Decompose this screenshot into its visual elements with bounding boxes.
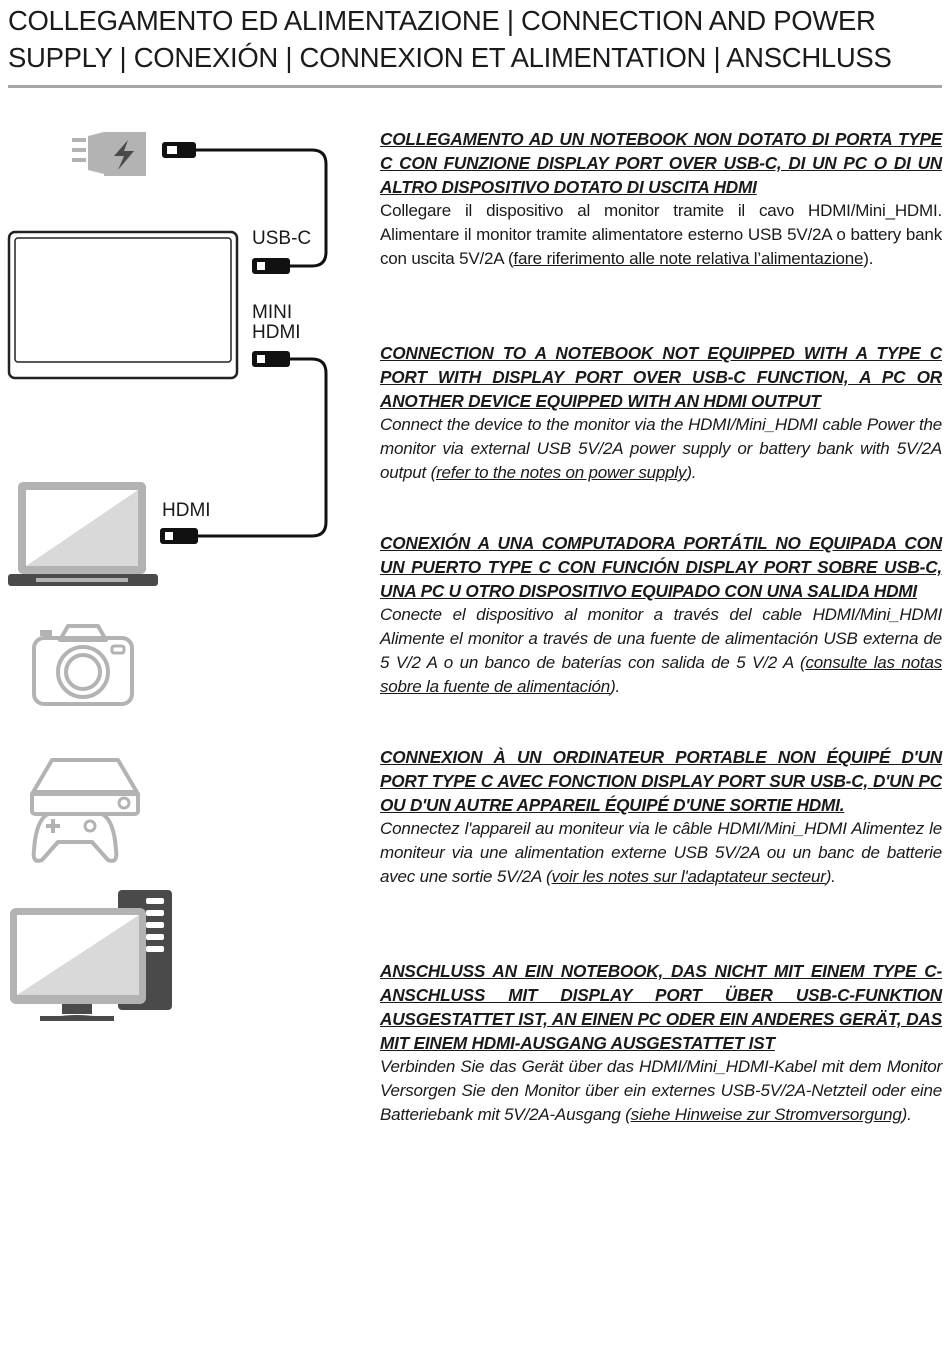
usb-c-label: USB-C: [252, 228, 312, 249]
game-console-icon: [32, 760, 138, 861]
power-notes-reference: refer to the notes on power supply: [436, 463, 687, 482]
body-text: Verbinden Sie das Gerät über das HDMI/Mini_HDMI-Kabel mit dem Monitor Versorgen Sie den Monitor über ein externes USB-5V/2A-Netzteil oder eine Batteriebank mit 5V/2A-Ausgang (: [380, 1057, 942, 1124]
section-body: [380, 1055, 942, 1127]
portable-monitor-icon: [9, 232, 237, 378]
body-text: Connect the device to the monitor via the HDMI/Mini_HDMI cable Power the monitor via external USB 5V/2A power supply or battery bank with 5V/2A output (: [380, 415, 942, 482]
power-notes-reference: voir les notes sur l'adaptateur secteur: [551, 867, 826, 886]
section-title: CONNECTION TO A NOTEBOOK NOT EQUIPPED WITH A TYPE C PORT WITH DISPLAY PORT OVER USB-C FUNCTION, A PC OR ANOTHER DEVICE EQUIPPED WITH AN HDMI OUTPUT: [380, 343, 942, 411]
power-notes-reference: fare riferimento alle note relativa l’alimentazione: [513, 249, 864, 268]
section-title: CONEXIÓN A UNA COMPUTADORA PORTÁTIL NO EQUIPADA CON UN PUERTO TYPE C CON FUNCIÓN DISPLAY PORT SOBRE USB-C, UNA PC U OTRO DISPOSITIVO EQUIPADO CON UNA SALIDA HDMI: [380, 533, 942, 601]
section-italian: [380, 127, 942, 271]
page-header: [8, 2, 943, 76]
section-body: [380, 817, 942, 889]
section-title: ANSCHLUSS AN EIN NOTEBOOK, DAS NICHT MIT EINEM TYPE C-ANSCHLUSS MIT DISPLAY PORT ÜBER USB-C-FUNKTION AUSGESTATTET IST, AN EINEN PC ODER EIN ANDERES GERÄT, DAS MIT EINEM HDMI-AUSGANG AUSGESTATTET IST: [380, 961, 942, 1053]
header-divider: [8, 85, 942, 88]
connection-diagram: [0, 120, 360, 1040]
section-body: [380, 199, 942, 271]
section-french: [380, 745, 942, 889]
body-tail: ).: [863, 249, 874, 268]
power-notes-reference: siehe Hinweise zur Stromversorgung: [630, 1105, 902, 1124]
body-tail: ).: [686, 463, 697, 482]
mini-hdmi-label-line1: MINI: [252, 302, 293, 323]
mini-hdmi-label-line2: HDMI: [252, 322, 301, 343]
body-tail: ).: [825, 867, 836, 886]
power-adapter-icon: [72, 132, 146, 176]
section-german: [380, 959, 942, 1127]
body-text: Collegare il dispositivo al monitor tramite il cavo HDMI/Mini_HDMI. Alimentare il monitor tramite alimentatore esterno USB 5V/2A o battery bank con uscita 5V/2A (: [380, 201, 942, 268]
body-text: Connectez l'appareil au moniteur via le câble HDMI/Mini_HDMI Alimentez le moniteur via une alimentation externe USB 5V/2A ou un banc de batterie avec une sortie 5V/2A (: [380, 819, 942, 886]
body-tail: ).: [901, 1105, 912, 1124]
section-spanish: [380, 531, 942, 699]
section-body: [380, 603, 942, 699]
camera-icon: [34, 626, 132, 704]
section-title: COLLEGAMENTO AD UN NOTEBOOK NON DOTATO DI PORTA TYPE C CON FUNZIONE DISPLAY PORT OVER USB-C, DI UN PC O DI UN ALTRO DISPOSITIVO DOTATO DI USCITA HDMI: [380, 129, 942, 197]
hdmi-label: HDMI: [162, 500, 211, 521]
section-english: [380, 341, 942, 485]
body-text: Conecte el dispositivo al monitor a través del cable HDMI/Mini_HDMI Alimente el monitor a través de una fuente de alimentación USB externa de 5 V/2 A o un banco de baterías con salida de 5 V/2 A (: [380, 605, 942, 672]
section-body: [380, 413, 942, 485]
section-title: CONNEXION À UN ORDINATEUR PORTABLE NON ÉQUIPÉ D'UN PORT TYPE C AVEC FONCTION DISPLAY PORT SUR USB-C, D'UN PC OU D'UN AUTRE APPAREIL ÉQUIPÉ D'UNE SORTIE HDMI.: [380, 747, 942, 815]
power-notes-reference: consulte las notas sobre la fuente de alimentación: [380, 653, 943, 696]
laptop-icon: [8, 482, 158, 586]
body-tail: ).: [610, 677, 621, 696]
page-title: COLLEGAMENTO ED ALIMENTAZIONE | CONNECTION AND POWER SUPPLY | CONEXIÓN | CONNEXION ET ALIMENTATION | ANSCHLUSS: [8, 5, 892, 73]
diagram-graphics: [0, 120, 360, 1040]
desktop-pc-icon: [10, 890, 172, 1021]
